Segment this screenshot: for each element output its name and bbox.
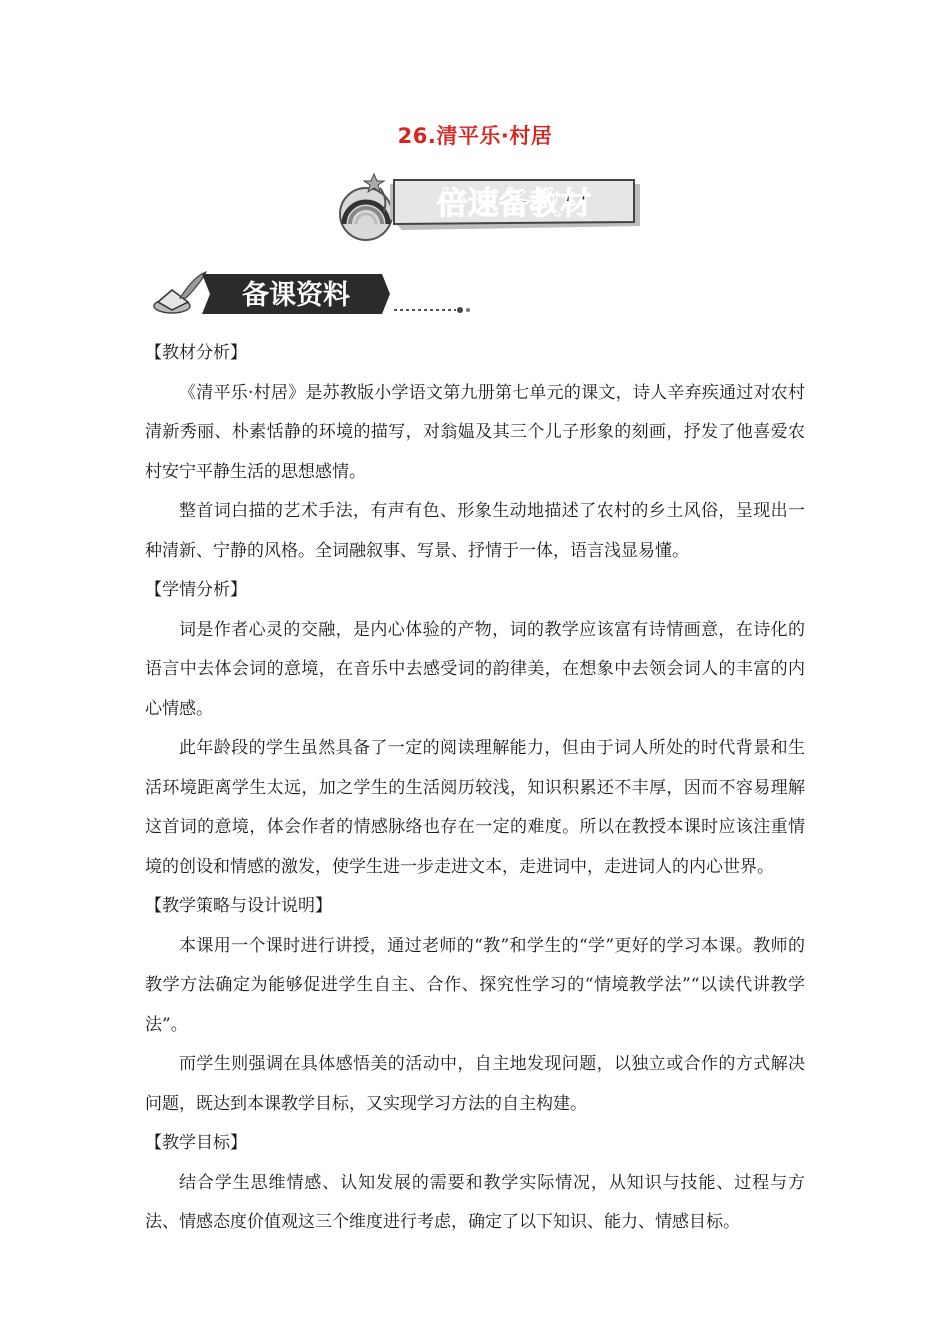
banner-sub-text: 备课资料 <box>242 280 350 311</box>
section-teaching-strategy <box>145 887 805 1124</box>
paragraph: 《清平乐·村居》是苏教版小学语文第九册第七单元的课文，诗人辛弃疾通过对农村清新秀丽、朴素恬静的环境的描写，对翁媪及其三个儿子形象的刻画，抒发了他喜爱农村安宁平静生活的思想感情。 <box>145 382 805 482</box>
document-body <box>145 334 805 1243</box>
banner-main-text: 倍速备教材 <box>436 186 592 222</box>
section-heading: 【教学目标】 <box>145 1133 247 1153</box>
section-heading: 【教材分析】 <box>145 343 247 363</box>
banner-main <box>322 168 642 246</box>
paragraph: 而学生则强调在具体感悟美的活动中，自主地发现问题，以独立或合作的方式解决问题，既达到本课教学目标，又实现学习方法的自主构建。 <box>145 1054 805 1114</box>
section-teaching-goals <box>145 1124 805 1243</box>
document-title: 26.清平乐·村居 <box>397 124 553 148</box>
paragraph: 结合学生思维情感、认知发展的需要和教学实际情况，从知识与技能、过程与方法、情感态度价值观这三个维度进行考虑，确定了以下知识、能力、情感目标。 <box>145 1172 805 1232</box>
section-student-analysis <box>145 571 805 887</box>
paragraph: 此年龄段的学生虽然具备了一定的阅读理解能力，但由于词人所处的时代背景和生活环境距离学生太远，加之学生的生活阅历较浅，知识积累还不丰厚，因而不容易理解这首词的意境，体会作者的情感脉络也存在一定的难度。所以在教授本课时应该注重情境的创设和情感的激发，使学生进一步走进文本，走进词中，走进词人的内心世界。 <box>145 738 805 877</box>
rainbow-icon <box>340 174 392 240</box>
section-heading: 【学情分析】 <box>145 580 247 600</box>
section-textbook-analysis <box>145 334 805 571</box>
paragraph: 整首词白描的艺术手法，有声有色、形象生动地描述了农村的乡土风俗，呈现出一种清新、宁静的风格。全词融叙事、写景、抒情于一体，语言浅显易懂。 <box>145 501 805 561</box>
banner-sub <box>150 268 472 318</box>
book-quill-icon <box>154 272 206 313</box>
paragraph: 词是作者心灵的交融，是内心体验的产物，词的教学应该富有诗情画意，在诗化的语言中去体会词的意境，在音乐中去感受词的韵律美，在想象中去领会词人的丰富的内心情感。 <box>145 619 805 719</box>
section-heading: 【教学策略与设计说明】 <box>145 896 332 916</box>
paragraph: 本课用一个课时进行讲授，通过老师的“教”和学生的“学”更好的学习本课。教师的教学方法确定为能够促进学生自主、合作、探究性学习的“情境教学法”“以读代讲教学法”。 <box>145 935 805 1035</box>
